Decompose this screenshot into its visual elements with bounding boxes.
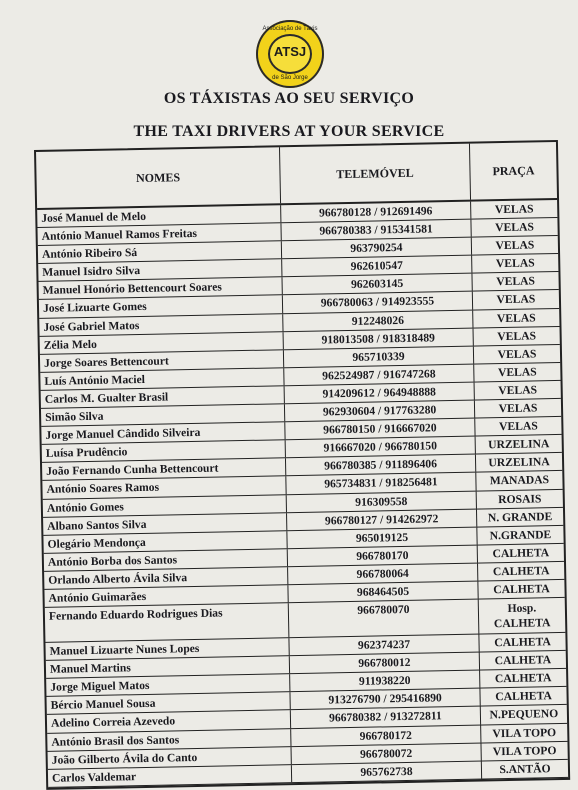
driver-name: António Guimarães [44,585,288,607]
driver-name: Fernando Eduardo Rodrigues Dias [45,603,290,642]
title-english: THE TAXI DRIVERS AT YOUR SERVICE [133,123,445,140]
driver-name: Jorge Manuel Cândido Silveira [41,422,285,444]
driver-phone: 966780070 [289,600,480,638]
driver-phone: 966780150 / 916667020 [285,419,475,440]
driver-square: VELAS [496,292,536,307]
driver-phone: 916309558 [287,491,477,512]
header-square: PRAÇA [492,162,535,178]
driver-phone: 966780382 / 913272811 [291,707,481,728]
driver-square: S.ANTÃO [499,761,551,776]
association-logo [256,20,324,88]
driver-square: VELAS [496,310,536,325]
driver-phone: 913276790 / 295416890 [290,689,480,710]
driver-square: MANADAS [489,473,550,488]
logo-ring-bottom-text: de São Jorge [272,75,308,81]
driver-square: VELAS [497,365,537,379]
driver-square: VELAS [498,383,538,398]
driver-phone: 966780170 [288,545,478,566]
driver-square: CALHETA [495,689,552,704]
driver-phone: 965762738 [292,761,482,782]
driver-square: VELAS [496,274,536,289]
driver-square: CALHETA [492,564,550,579]
driver-phone: 914209612 / 964948888 [285,383,475,404]
driver-phone: 966780128 / 912691496 [281,202,471,223]
logo-center-text: ATSJ [273,44,307,59]
driver-square: CALHETA [494,671,552,686]
driver-phone: 962524987 / 916747268 [284,364,474,385]
driver-square: VELAS [497,347,537,361]
driver-phone: 965019125 [287,527,477,548]
driver-name: João Fernando Cunha Bettencourt [42,459,286,481]
driver-name: Carlos M. Gualter Brasil [41,386,285,408]
driver-name: Orlando Alberto Ávila Silva [44,567,288,589]
driver-square: ROSAIS [498,491,542,506]
driver-square: CALHETA [492,545,550,561]
table-header [36,142,557,210]
driver-name: João Gilberto Ávila do Canto [48,747,292,769]
driver-square: Hosp. CALHETA [493,601,551,631]
driver-square: CALHETA [493,582,550,597]
driver-name: Bércio Manuel Sousa [47,693,291,715]
driver-phone: 963790254 [282,238,472,259]
driver-name: Jorge Miguel Matos [46,674,290,696]
title-portuguese: OS TÁXISTAS AO SEU SERVIÇO [163,90,415,107]
driver-name: José Lizuarte Gomes [39,296,283,318]
driver-name: António Gomes [43,495,287,517]
driver-square: VELAS [495,256,535,271]
driver-phone: 966780383 / 915341581 [281,220,471,241]
driver-name: José Manuel de Melo [37,205,281,227]
driver-phone: 966780064 [288,563,478,584]
driver-phone: 966780012 [290,653,480,674]
driver-square: VELAS [498,419,538,434]
header-phone: TELEMÓVEL [280,144,471,204]
driver-square: VELAS [495,220,535,235]
driver-phone: 916667020 / 966780150 [286,437,476,458]
driver-name: Luísa Prudêncio [42,440,286,462]
driver-name: Manuel Martins [46,656,290,678]
driver-name: Jorge Soares Bettencourt [40,350,284,372]
driver-phone: 965710339 [284,346,474,367]
driver-name: Manuel Honório Bettencourt Soares [39,278,283,300]
driver-phone: 962930604 / 917763280 [285,401,475,422]
driver-phone: 966780127 / 914262972 [287,509,477,530]
driver-square: URZELINA [488,455,550,470]
driver-phone: 966780172 [291,725,481,746]
driver-phone: 966780385 / 911896406 [286,455,476,476]
driver-name: Luís António Maciel [40,368,284,390]
driver-name: Simão Silva [41,404,285,426]
driver-name: Adelino Correia Azevedo [47,711,291,733]
driver-name: António Soares Ramos [42,477,286,499]
driver-name: Zélia Melo [40,332,284,354]
driver-name: António Manuel Ramos Freitas [37,223,281,245]
driver-square: CALHETA [494,653,552,668]
driver-name: António Ribeiro Sá [38,241,282,263]
logo-ring-top-text: Associação de Táxis [262,26,318,32]
header-names: NOMES [36,147,281,208]
table-body [37,200,568,788]
driver-phone: 911938220 [290,671,480,692]
driver-square: VELAS [495,238,535,253]
driver-name: Olegário Mendonça [43,531,287,553]
driver-square: N.PEQUENO [489,707,559,722]
driver-square: N. GRANDE [487,509,553,524]
driver-phone: 962610547 [282,256,472,277]
driver-phone: 962374237 [289,635,479,656]
driver-phone: 968464505 [288,582,478,603]
driver-phone: 965734831 / 918256481 [286,473,476,494]
driver-phone: 966780072 [292,743,482,764]
driver-square: VELAS [497,329,537,343]
driver-name: Albano Santos Silva [43,513,287,535]
driver-square: VELAS [498,401,538,416]
driver-name: Manuel Isidro Silva [38,260,282,282]
driver-name: Carlos Valdemar [48,765,292,787]
driver-square: VILA TOPO [492,725,557,740]
driver-square: N.GRANDE [489,527,552,543]
driver-phone: 912248026 [283,310,473,331]
driver-phone: 966780063 / 914923555 [283,292,473,313]
driver-square: CALHETA [494,635,551,650]
driver-name: António Brasil dos Santos [47,729,291,751]
taxi-drivers-table [34,140,570,790]
driver-square: URZELINA [488,437,550,452]
driver-name: Manuel Lizuarte Nunes Lopes [45,638,289,660]
driver-square: VELAS [494,202,534,217]
driver-name: António Borba dos Santos [44,549,288,571]
driver-phone: 962603145 [282,274,472,295]
driver-square: VILA TOPO [492,743,557,758]
driver-name: José Gabriel Matos [39,314,283,336]
driver-phone: 918013508 / 918318489 [284,328,474,349]
